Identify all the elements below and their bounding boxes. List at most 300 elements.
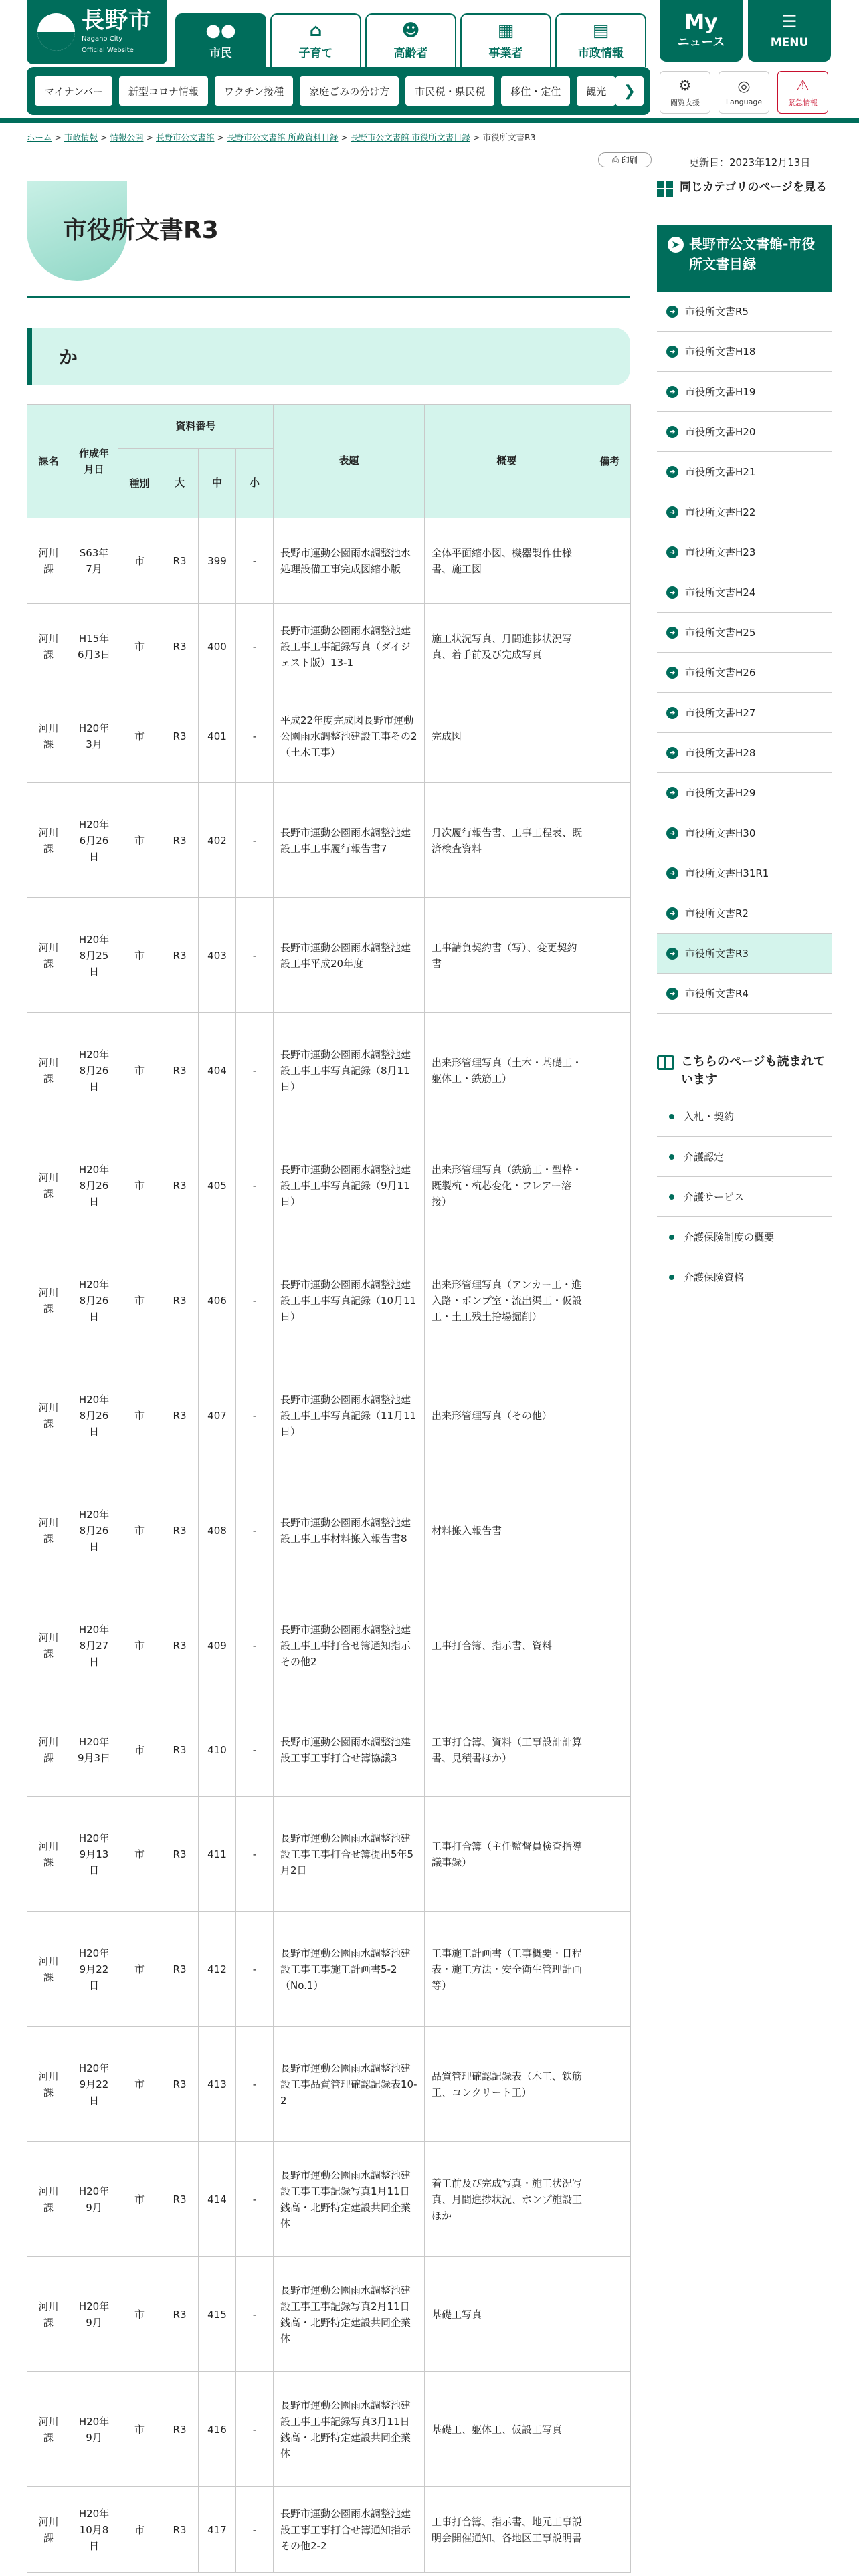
also-read-label: 入札・契約 [684,1111,735,1123]
cell-kind: 市 [134,2193,145,2206]
cell-kind: 市 [134,1179,145,1192]
arrow-right-icon: ➜ [666,948,678,960]
globe-icon: ◎ [737,78,751,95]
arrow-right-icon: ➜ [666,707,678,719]
menu-icon: ☰ [781,12,797,32]
cell-date: H20年8月26日 [78,1508,110,1553]
bullet-icon [669,1275,674,1280]
nav-label: 事業者 [488,46,523,60]
header-ref: 資料番号 [118,405,274,449]
cell-title: 長野市運動公園雨水調整池建設工事工事打合せ簿協議3 [280,1735,411,1764]
chevron-right-icon[interactable]: ❯ [615,76,644,106]
building-icon: ▦ [497,20,514,41]
sidebar-item-label: 市役所文書H22 [685,506,756,518]
cell-summary: 工事請負契約書（写）、変更契約書 [432,941,577,970]
cell-summary: 基礎工写真 [432,2308,482,2321]
cell-date: H20年3月 [78,722,110,750]
gear-icon: ⚙ [678,77,692,94]
sidebar-item[interactable] [657,893,832,934]
logo-text: 長野市 [82,7,152,34]
cell-large: R3 [173,554,187,567]
cell-kind: 市 [134,2523,145,2536]
cell-summary: 品質管理確認記録表（木工、鉄筋工、コンクリート工） [432,2070,583,2099]
cell-large: R3 [173,2423,187,2436]
sidebar-item[interactable] [657,853,832,893]
cell-summary: 工事打合簿、資料（工事設計計算書、見積書ほか） [432,1735,583,1764]
sidebar-item-label: 市役所文書H24 [685,586,756,599]
cell-large: R3 [173,1064,187,1077]
cell-summary: 基礎工、躯体工、仮設工写真 [432,2423,563,2436]
people-icon: ●● [205,20,236,41]
cell-dept: 河川課 [38,546,59,575]
house-family-icon: ⌂ [309,20,322,41]
quick-link-tourism[interactable]: 観光 [577,76,615,106]
sidebar-item[interactable] [657,452,832,492]
cell-mid: 415 [207,2308,227,2321]
arrow-right-icon: ➜ [666,627,678,639]
cell-small: - [252,1064,257,1077]
header-note: 備考 [589,405,631,518]
sidebar-item-label: 市役所文書H23 [685,546,756,558]
cell-kind: 市 [134,2423,145,2436]
sidebar-item[interactable] [657,572,832,613]
arrow-right-icon: ➜ [666,747,678,759]
cell-mid: 409 [207,1639,227,1652]
breadcrumb-current: 市役所文書R3 [482,132,536,142]
table-row [27,1013,631,1128]
cell-dept: 河川課 [38,722,59,750]
book-icon: ▤ [592,20,609,41]
header-dept: 課名 [27,405,70,518]
cell-dept: 河川課 [38,1401,59,1430]
tool-label: 閲覧支援 [670,98,700,107]
sidebar-item[interactable] [657,653,832,693]
cell-small: - [252,640,257,653]
cell-kind: 市 [134,554,145,567]
sidebar-item[interactable] [657,372,832,412]
sidebar-item-label: 市役所文書H29 [685,787,756,799]
sidebar-item[interactable] [657,613,832,653]
cell-small: - [252,1524,257,1537]
menu-button[interactable] [748,0,831,62]
cell-title: 長野市運動公園雨水調整池建設工事工事材料搬入報告書8 [280,1516,411,1545]
sidebar-item-label: 市役所文書H20 [685,426,756,438]
cell-dept: 河川課 [38,1735,59,1764]
arrow-right-icon: ➜ [666,988,678,1000]
arrow-right-icon: ➜ [666,386,678,398]
also-read-item[interactable] [657,1097,832,1137]
cell-dept: 河川課 [38,2300,59,2329]
cell-large: R3 [173,834,187,847]
cell-date: H20年8月27日 [78,1623,110,1668]
sidebar-item-label: 市役所文書H26 [685,667,756,679]
cell-mid: 402 [207,834,227,847]
cell-date: H20年9月3日 [77,1735,111,1764]
print-label: 印刷 [621,155,638,165]
arrow-right-icon: ➜ [666,667,678,679]
cell-summary: 材料搬入報告書 [432,1524,502,1537]
breadcrumb: ホーム > 市政情報 > 情報公開 > 長野市公文書館 > 長野市公文書館 所蔵資料目録 > 長野市公文書館 市役所文書目録 > 市役所文書R3 [27,132,536,142]
cell-title: 平成22年度完成図長野市運動公園雨水調整池建設工事その2（土木工事） [280,714,417,758]
cell-mid: 406 [207,1294,227,1307]
nav-label: 市民 [209,46,232,60]
also-read-item[interactable] [657,1257,832,1297]
sidebar-item[interactable] [657,934,832,974]
cell-date: S63年7月 [79,546,109,575]
cell-mid: 404 [207,1064,227,1077]
table-row [27,689,631,783]
grid-icon [657,181,673,197]
also-read-label: 介護保険資格 [684,1271,745,1283]
cell-small: - [252,2423,257,2436]
cell-summary: 完成図 [432,730,462,742]
cell-dept: 河川課 [38,2515,59,2544]
cell-mid: 412 [207,1963,227,1975]
cell-title: 長野市運動公園雨水調整池建設工事工事打合せ簿通知指示その他2 [280,1623,411,1668]
logo-sub-site: Official Website [82,47,134,54]
breadcrumb-link[interactable]: 市政情報 [64,132,98,142]
nav-citizen[interactable] [175,13,266,67]
cell-large: R3 [173,2308,187,2321]
my-sub-label: ニュース [677,35,725,49]
cell-kind: 市 [134,949,145,962]
also-read-label: 介護認定 [684,1151,725,1163]
sidebar-category-link[interactable] [657,225,832,292]
table-row [27,2257,631,2372]
cell-large: R3 [173,1743,187,1756]
cell-kind: 市 [134,2078,145,2090]
cell-title: 長野市運動公園雨水調整池建設工事工事写真記録（11月11日） [280,1393,417,1438]
tool-label: 緊急情報 [788,98,818,107]
table-row [27,604,631,689]
cell-dept: 河川課 [38,1840,59,1868]
breadcrumb-link[interactable]: ホーム [27,132,52,142]
cell-mid: 405 [207,1179,227,1192]
cell-small: - [252,1639,257,1652]
arrow-right-icon: ➜ [666,867,678,879]
site-header [0,0,859,118]
sidebar-item-label: 市役所文書H31R1 [685,867,769,879]
cell-dept: 河川課 [38,1516,59,1545]
table-row [27,2487,631,2573]
emergency-button[interactable] [777,71,828,114]
cell-small: - [252,1848,257,1860]
table-body [27,518,631,2573]
sidebar-item-label: 市役所文書H21 [685,466,756,478]
arrow-right-icon: ➜ [666,306,678,318]
cell-kind: 市 [134,2308,145,2321]
also-read-item[interactable] [657,1177,832,1217]
cell-date: H20年6月26日 [78,818,110,863]
arrow-right-icon: ➤ [668,237,684,253]
sidebar-item-label: 市役所文書H27 [685,707,756,719]
header-small: 小 [236,449,274,518]
cell-title: 長野市運動公園雨水調整池建設工事工事打合せ簿提出5年5月2日 [280,1832,414,1876]
cell-large: R3 [173,1294,187,1307]
cell-dept: 河川課 [38,1171,59,1200]
bullet-icon [669,1154,674,1160]
arrow-right-icon: ➜ [666,426,678,438]
also-read-label: 介護サービス [684,1191,745,1203]
cell-kind: 市 [134,1639,145,1652]
also-read-item[interactable] [657,1217,832,1257]
header-date: 作成年月日 [70,405,118,518]
nav-childcare[interactable] [270,13,361,67]
cell-large: R3 [173,640,187,653]
cell-title: 長野市運動公園雨水調整池建設工事工事記録写真1月11日 銭高・北野特定建設共同企業体 [280,2169,411,2230]
cell-date: H15年6月3日 [77,632,111,661]
cell-kind: 市 [134,1294,145,1307]
cell-large: R3 [173,1524,187,1537]
quick-link-garbage[interactable]: 家庭ごみの分け方 [300,76,399,106]
cell-small: - [252,1963,257,1975]
cell-small: - [252,1294,257,1307]
table-row [27,2142,631,2257]
quick-link-mynumber[interactable]: マイナンバー [35,76,112,106]
cell-summary: 出来形管理写真（土木・基礎工・躯体工・鉄筋工） [432,1056,583,1085]
cell-small: - [252,730,257,742]
cell-summary: 出来形管理写真（鉄筋工・型枠・既製杭・杭芯変化・フレアー溶接） [432,1163,583,1208]
arrow-right-icon: ➜ [666,787,678,799]
sidebar-item[interactable] [657,773,832,813]
cell-summary: 工事打合簿、指示書、資料 [432,1639,553,1652]
nav-elderly[interactable] [365,13,456,67]
cell-mid: 411 [207,1848,227,1860]
cell-small: - [252,2523,257,2536]
sidebar-item-label: 市役所文書R3 [685,948,749,960]
cell-title: 長野市運動公園雨水調整池建設工事工事写真記録（8月11日） [280,1048,411,1093]
cell-title: 長野市運動公園雨水調整池建設工事工事施工計画書5-2（No.1） [280,1947,411,1992]
cell-small: - [252,1179,257,1192]
cell-small: - [252,834,257,847]
cell-small: - [252,2308,257,2321]
sidebar-item[interactable] [657,532,832,572]
site-logo[interactable] [27,0,167,64]
sidebar-item[interactable] [657,733,832,773]
cell-date: H20年8月26日 [78,1393,110,1438]
cell-kind: 市 [134,1963,145,1975]
section-heading: か [27,328,630,385]
printer-icon: ⎙ [612,154,619,165]
cell-summary: 工事施工計画書（工事概要・日程表・施工方法・安全衛生管理計画等） [432,1947,583,1992]
cell-kind: 市 [134,1064,145,1077]
cell-small: - [252,554,257,567]
cell-title: 長野市運動公園雨水調整池建設工事工事写真記録（9月11日） [280,1163,411,1208]
cell-large: R3 [173,2078,187,2090]
accessibility-button[interactable] [660,71,710,114]
cell-title: 長野市運動公園雨水調整池建設工事工事記録写真3月11日 銭高・北野特定建設共同企業体 [280,2399,411,2460]
also-read-heading-text: こちらのページも読まれています [681,1055,826,1087]
cell-dept: 河川課 [38,2070,59,2099]
cell-date: H20年9月22日 [78,1947,110,1992]
header-title: 表題 [274,405,425,518]
arrow-right-icon: ➜ [666,907,678,920]
logo-sub-en: Nagano City [82,35,123,43]
sidebar-item[interactable] [657,332,832,372]
table-row [27,518,631,604]
cell-large: R3 [173,1639,187,1652]
arrow-right-icon: ➜ [666,466,678,478]
my-news-button[interactable] [660,0,743,62]
nav-business[interactable] [460,13,551,67]
table-row [27,1912,631,2027]
cell-dept: 河川課 [38,826,59,855]
sidebar-heading [657,179,832,197]
sidebar-item[interactable] [657,412,832,452]
cell-small: - [252,1409,257,1422]
book-open-icon [657,1055,674,1070]
header-summary: 概要 [425,405,589,518]
also-read-item[interactable] [657,1137,832,1177]
bullet-icon [669,1235,674,1240]
cell-date: H20年10月8日 [78,2507,110,2552]
cell-dept: 河川課 [38,1286,59,1315]
cell-summary: 月次履行報告書、工事工程表、既済検査資料 [432,826,583,855]
cell-title: 長野市運動公園雨水調整池建設工事工事履行報告書7 [280,826,411,855]
table-row [27,2027,631,2142]
cell-dept: 河川課 [38,1631,59,1660]
cell-large: R3 [173,1963,187,1975]
quick-link-covid[interactable]: 新型コロナ情報 [119,76,208,106]
arrow-right-icon: ➜ [666,586,678,599]
sidebar-item[interactable] [657,292,832,332]
cell-mid: 417 [207,2523,227,2536]
cell-kind: 市 [134,1848,145,1860]
updated-date: 更新日：2023年12月13日 [689,156,811,169]
sidebar-item-label: 市役所文書H19 [685,386,756,398]
cell-mid: 414 [207,2193,227,2206]
table-row [27,783,631,898]
cell-dept: 河川課 [38,632,59,661]
also-read-list [657,1097,832,1297]
cell-title: 長野市運動公園雨水調整池建設工事品質管理確認記録表10-2 [280,2062,417,2107]
also-read-heading [657,1053,832,1089]
cell-mid: 408 [207,1524,227,1537]
sidebar-list [657,292,832,1014]
cell-mid: 416 [207,2423,227,2436]
breadcrumb-link[interactable]: 長野市公文書館 市役所文書目録 [350,132,470,142]
cell-mid: 407 [207,1409,227,1422]
header-large: 大 [161,449,199,518]
sidebar-item[interactable] [657,813,832,853]
cell-date: H20年9月 [78,2185,110,2214]
page-title: 市役所文書R3 [63,217,219,244]
cell-title: 長野市運動公園雨水調整池建設工事工事写真記録（10月11日） [280,1278,417,1323]
cell-large: R3 [173,2193,187,2206]
header-kind: 種別 [118,449,161,518]
cell-dept: 河川課 [38,2415,59,2444]
cell-summary: 出来形管理写真（アンカー工・進入路・ポンプ室・流出渠工・仮設工・土工残土捨場掘削） [432,1278,583,1323]
breadcrumb-link[interactable]: 情報公開 [110,132,144,142]
cell-title: 長野市運動公園雨水調整池水処理設備工事完成図縮小版 [280,546,411,575]
bullet-icon [669,1194,674,1200]
cell-title: 長野市運動公園雨水調整池建設工事工事記録写真2月11日 銭高・北野特定建設共同企業体 [280,2284,411,2345]
nav-label: 子育て [298,46,333,60]
tool-label: Language [725,98,763,106]
table-row [27,1797,631,1912]
arrow-right-icon: ➜ [666,506,678,518]
sidebar-item-label: 市役所文書H25 [685,627,756,639]
cell-small: - [252,2193,257,2206]
cell-mid: 410 [207,1743,227,1756]
quick-links [27,67,650,115]
cell-kind: 市 [134,640,145,653]
cell-kind: 市 [134,1409,145,1422]
cell-title: 長野市運動公園雨水調整池建設工事工事打合せ簿通知指示その他2-2 [280,2507,411,2552]
breadcrumb-link[interactable]: 長野市公文書館 所蔵資料目録 [227,132,339,142]
arrow-right-icon: ➜ [666,827,678,839]
cell-large: R3 [173,1848,187,1860]
title-underline [27,296,630,298]
cell-small: - [252,949,257,962]
table-row [27,1128,631,1243]
cell-date: H20年8月26日 [78,1048,110,1093]
cell-summary: 着工前及び完成写真・施工状況写真、月間進捗状況、ポンプ施設工ほか [432,2177,583,2222]
sidebar-item[interactable] [657,974,832,1014]
cell-title: 長野市運動公園雨水調整池建設工事平成20年度 [280,941,411,970]
cell-summary: 施工状況写真、月間進捗状況写真、着手前及び完成写真 [432,632,573,661]
table-row [27,898,631,1013]
my-label: My [684,11,718,34]
sidebar-item[interactable] [657,693,832,733]
cell-title: 長野市運動公園雨水調整池建設工事工事記録写真（ダイジェスト版）13-1 [280,624,411,669]
table-row [27,1588,631,1703]
cell-date: H20年9月22日 [78,2062,110,2107]
menu-label: MENU [770,36,809,49]
elderly-icon: ☻ [401,20,420,41]
cell-date: H20年9月13日 [78,1832,110,1876]
cell-date: H20年9月 [78,2415,110,2444]
nav-label: 高齢者 [393,46,428,60]
sidebar-item[interactable] [657,492,832,532]
cell-summary: 出来形管理写真（その他） [432,1409,553,1422]
cell-large: R3 [173,949,187,962]
cell-large: R3 [173,730,187,742]
quick-link-tax[interactable]: 市民税・県民税 [405,76,494,106]
cell-summary: 工事打合簿（主任監督員検査指導議事録） [432,1840,583,1868]
cell-mid: 413 [207,2078,227,2090]
table-row [27,1473,631,1588]
alert-icon: ⚠ [796,77,809,94]
cell-date: H20年8月26日 [78,1278,110,1323]
nav-municipal[interactable] [555,13,646,67]
city-emblem-icon [37,13,75,51]
cell-large: R3 [173,1179,187,1192]
cell-kind: 市 [134,834,145,847]
cell-date: H20年8月25日 [78,933,110,978]
quick-link-migration[interactable]: 移住・定住 [501,76,570,106]
quick-link-vaccine[interactable]: ワクチン接種 [215,76,293,106]
sidebar-heading-text: 同じカテゴリのページを見る [680,181,827,194]
cell-summary: 全体平面縮小図、機器製作仕様書、施工図 [432,546,573,575]
cell-kind: 市 [134,730,145,742]
cell-mid: 400 [207,640,227,653]
language-button[interactable] [719,71,769,114]
nav-label: 市政情報 [578,46,624,60]
sidebar-category-label: 長野市公文書館-市役所文書目録 [689,236,816,272]
sidebar-item-label: 市役所文書R5 [685,306,749,318]
cell-date: H20年9月 [78,2300,110,2329]
cell-mid: 403 [207,949,227,962]
table-row [27,1703,631,1797]
breadcrumb-link[interactable]: 長野市公文書館 [156,132,215,142]
cell-dept: 河川課 [38,941,59,970]
print-button[interactable] [598,152,652,167]
arrow-right-icon: ➜ [666,546,678,558]
table-row [27,2372,631,2487]
cell-kind: 市 [134,1743,145,1756]
sidebar-item-label: 市役所文書H30 [685,827,756,839]
